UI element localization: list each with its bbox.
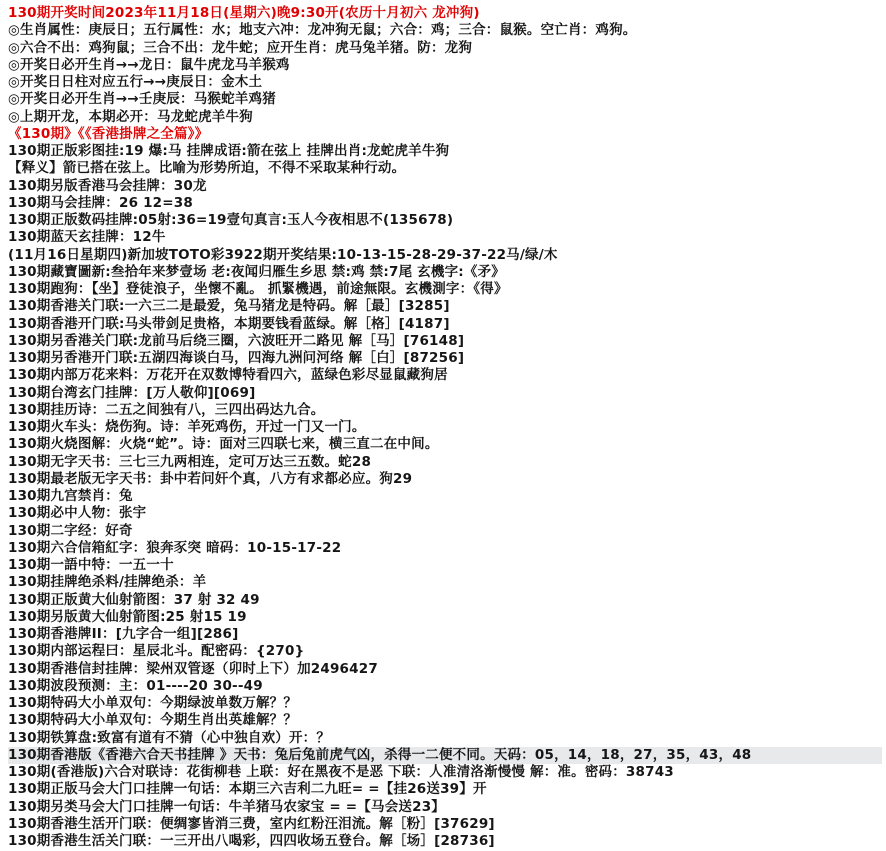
text-line: 130期火烧图解：火烧“蛇”。诗：面对三四联七来，横三直二在中间。 [8,436,439,453]
text-line: 《130期》《《香港掛牌之全篇》》 [8,125,209,142]
text-line: 130期开奖时间2023年11月18日(星期六)晚9:30开(农历十月初六 龙冲狗) [8,5,480,21]
text-line: 130期正版马会大门口挂牌一句话：本期三六吉利二九旺= =【挂26送39】开 [8,781,487,798]
text-line: 130期内部万花来料：万花开在双数博特看四六，蓝绿色彩尽显鼠藏狗居 [8,367,448,384]
text-line: 130期必中人物：张宇 [8,505,147,522]
text-line: 130期跑狗：【坐】登徒浪子，坐懷不亂。 抓緊機遇，前途無限。玄機測字：《得》 [8,281,508,297]
text-line: 130期无字天书：三七三九两相连，定可万达三五数。蛇28 [8,453,372,470]
text-line: 130期正版彩图挂:19 爆:马 挂牌成语:箭在弦上 挂牌出肖:龙蛇虎羊牛狗 [8,143,450,159]
text-line: 130期二字经：好奇 [8,522,133,539]
text-line: ◎开奖日必开生肖→→壬庚辰：马猴蛇羊鸡猪 [8,91,276,108]
text-line: 130期另香港开门联:五湖四海谈白马，四海九洲问河络 解［白］[87256] [8,350,465,366]
text-line: 130期藏寶圖新:叁拾年来梦壹场 老:夜闻归雁生乡思 禁:鸡 禁:7尾 玄機字:《矛》 [8,263,505,280]
text-line: 130期香港牌II：[九字合一组][286] [8,626,239,642]
text-line: 130期另香港关门联:龙前马后绕三圈，六波旺开二路见 解［马］[76148] [8,332,465,349]
text-line: 130期特码大小单双句：今期绿波单数万解？？ [8,695,298,711]
text-line: 130期正版黄大仙射箭图：37 射 32 49 [8,591,260,608]
text-line: 130期香港开门联:马头带剑足贵格，本期要钱看蓝绿。解［格］[4187] [8,315,450,332]
text-line: 130期香港关门联:一六三二是最爱，兔马猪龙是特码。解［最］[3285] [8,298,450,315]
text-line: 【释义】箭已搭在弦上。比喻为形势所迫，不得不采取某种行动。 [8,160,406,177]
text-line: 130期另版黄大仙射箭图:25 射15 19 [8,608,247,625]
text-line: 130期马会挂牌：26 12=38 [8,194,193,211]
text-line: 130期六合信箱紅字：狼奔豕突 暗码：10-15-17-22 [8,539,342,556]
text-line: 130期香港生活开门联：便绸寥皆消三费，室内红粉汪泪流。解［粉］[37629] [8,815,495,832]
text-line: 130期香港信封挂牌：梁州双管逐（卯时上下）加2496427 [8,660,378,677]
text-line: 130期香港版《香港六合天书挂牌 》天书：兔后兔前虎气凶，杀得一二便不同。天码：05，14，18，27，35，43，48 [8,747,882,764]
text-line: 130期特码大小单双句：今期生肖出英雄解？？ [8,712,298,729]
text-line: ◎上期开龙，本期必开：马龙蛇虎羊牛狗 [8,108,253,125]
text-line: ◎开奖日日柱对应五行→→庚辰日：金木土 [8,74,263,90]
text-line: 130期波段预测：主：01----20 30--49 [8,677,263,694]
text-line: 130期(香港版)六合对联诗：花街柳巷 上联：好在黑夜不是恶 下联：人准清洛渐慢慢 解：准。密码：38743 [8,764,674,780]
text-line: 130期另版香港马会挂牌：30龙 [8,177,207,194]
text-line: 130期火车头：烧伤狗。诗：羊死鸡伤，开过一门又一门。 [8,419,366,435]
text-line: 130期最老版无字天书：卦中若问奸个真，八方有求都必应。狗29 [8,470,413,487]
text-line: 130期挂牌绝杀料/挂牌绝杀：羊 [8,574,207,591]
text-line: ◎六合不出：鸡狗鼠；三合不出：龙牛蛇；应开生肖：虎马兔羊猪。防：龙狗 [8,39,473,56]
text-line: 130期正版数码挂牌:05射:36=19壹句真言:玉人今夜相思不(135678) [8,212,454,228]
text-line: 130期一語中特：一五一十 [8,557,174,573]
text-line: ◎生肖属性：庚辰日；五行属性：水；地支六冲：龙冲狗无鼠；六合：鸡；三合：鼠猴。空亡肖：鸡狗。 [8,22,637,39]
text-line: 130期另类马会大门口挂牌一句话：牛羊猪马农家宝 = =【马会送23】 [8,798,445,815]
text-line: (11月16日星期四)新加坡TOTO彩3922期开奖结果:10-13-15-28-29-37-22马/绿/木 [8,246,558,263]
text-line: 130期香港生活关门联：一三开出八喝彩，四四收场五登台。解［场］[28736] [8,833,495,849]
text-line: 130期蓝天玄挂牌：12牛 [8,229,166,246]
text-line: 130期内部运程曰：星辰北斗。配密码：{270} [8,643,305,660]
text-line: 130期九宫禁肖：兔 [8,488,133,504]
text-line: ◎开奖日必开生肖→→龙日：鼠牛虎龙马羊猴鸡 [8,56,290,73]
text-line: 130期铁算盘:致富有道有不猜（心中独自欢）开：？ [8,729,331,746]
text-line: 130期台湾玄门挂牌：[万人敬仰][069] [8,384,256,401]
text-line: 130期挂历诗：二五之间独有八，三四出码达九合。 [8,401,325,418]
